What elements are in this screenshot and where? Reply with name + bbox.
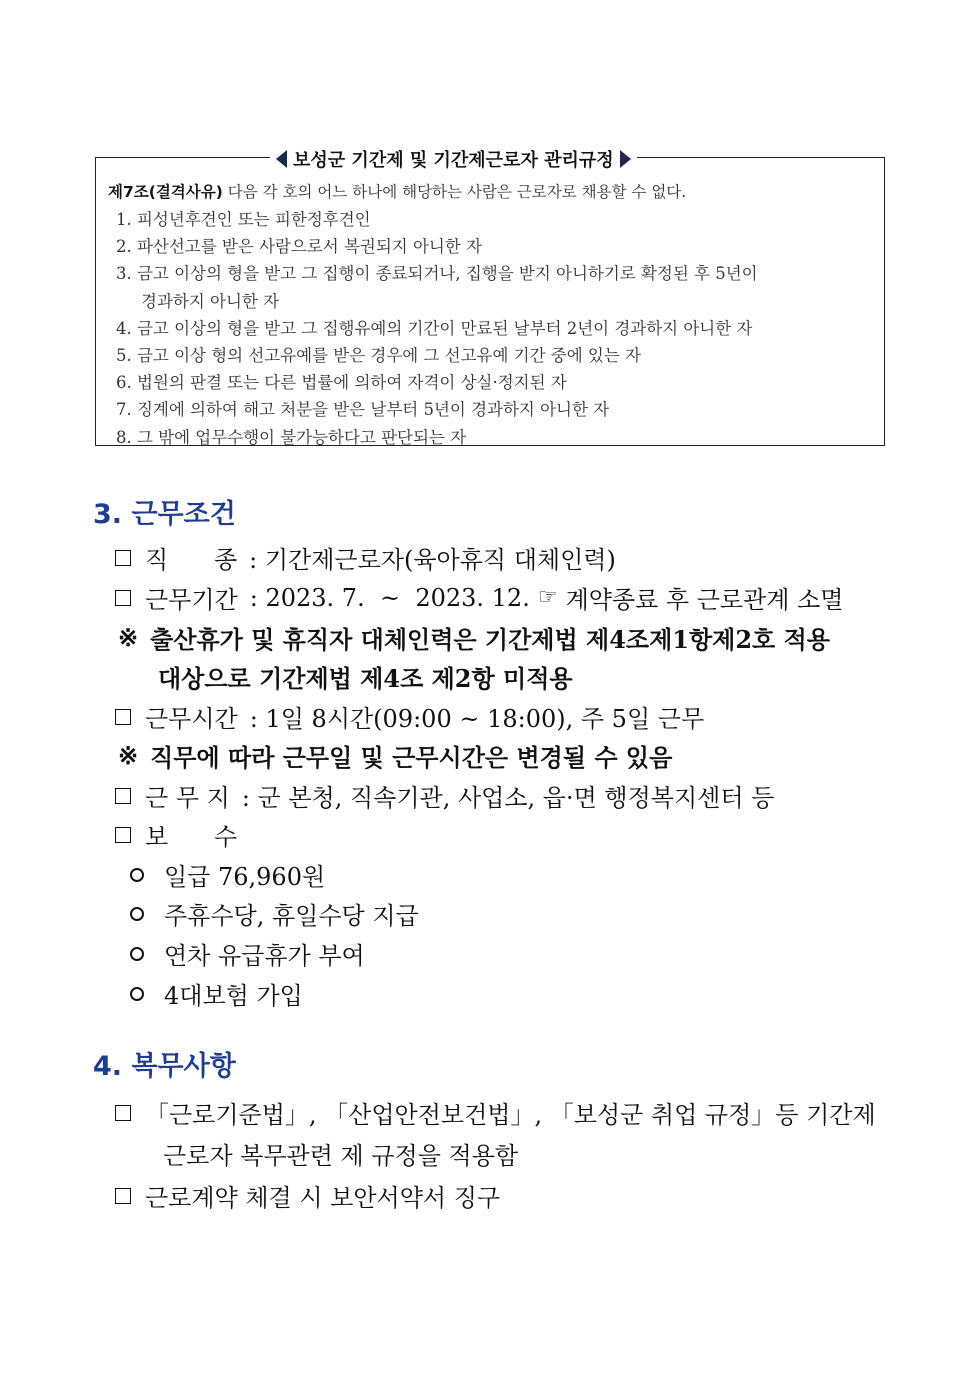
reference-mark: ※ [118,741,139,770]
section-4-title: 4. 복무사항 [93,1051,236,1082]
duty-row-1 [115,1095,876,1130]
circle-bullet-icon [130,987,144,1001]
pay-item [130,896,419,931]
checkbox-icon [115,1105,131,1121]
note-row-1 [118,620,830,655]
checkbox-icon [115,709,131,725]
duty-row-2 [115,1178,500,1213]
list-item-text: 3. 금고 이상의 형을 받고 그 집행이 종료되거나, 집행을 받지 아니하기로 확정된 후 5년이 [116,264,758,284]
regulation-title-text: 보성군 기간제 및 기간제근로자 관리규정 [293,150,614,171]
job-type-value: : 기간제근로자(육아휴직 대체인력) [249,546,616,574]
pay-item-text: 주휴수당, 휴일수당 지급 [164,902,419,930]
duty-1-line1: 「근로기준법」, 「산업안전보건법」, 「보성군 취업 규정」등 기간제 [145,1101,876,1129]
regulation-title [270,146,637,172]
job-type-row [115,540,616,575]
checkbox-icon [115,827,131,843]
article-heading: 제7조(결격사유) [108,183,223,201]
article-text: 다음 각 호의 어느 하나에 해당하는 사람은 근로자로 채용할 수 없다. [222,183,687,201]
pointing-hand-icon: ☞ [537,585,558,610]
list-item: 8. 그 밖에 업무수행이 불가능하다고 판단되는 자 [116,427,467,447]
pay-item [130,857,325,892]
workplace-row [115,778,774,813]
circle-bullet-icon [130,907,144,921]
period-row [115,580,843,615]
section-3-title: 3. 근무조건 [93,499,236,530]
checkbox-icon [115,550,131,566]
hours-row [115,699,704,734]
list-item [116,260,758,314]
duty-row-1-continued [163,1136,518,1171]
pay-item [130,976,303,1011]
list-item-continuation: 경과하지 아니한 자 [141,291,280,311]
pay-item [130,936,365,971]
checkbox-icon [115,788,131,804]
triangle-left-icon [276,150,287,168]
checkbox-icon [115,590,131,606]
period-label: 근무기간 [145,586,238,614]
duty-1-line2: 근로자 복무관련 제 규정을 적용함 [163,1142,519,1170]
circle-bullet-icon [130,947,144,961]
note1-line1: 출산휴가 및 휴직자 대체인력은 기간제법 제4조제1항제2호 적용 [150,625,830,654]
reference-mark: ※ [118,623,139,652]
pay-item-text: 연차 유급휴가 부여 [164,942,365,970]
period-note: 계약종료 후 근로관계 소멸 [565,586,844,614]
hours-label: 근무시간 [145,705,238,733]
list-item: 2. 파산선고를 받은 사람으로서 복권되지 아니한 자 [116,237,482,257]
checkbox-icon [115,1188,131,1204]
note-row-1-continued [158,659,573,694]
regulation-article [108,180,686,202]
pay-row [115,817,237,852]
circle-bullet-icon [130,868,144,882]
pay-item-text: 4대보험 가입 [164,982,303,1010]
list-item: 6. 법원의 판결 또는 다른 법률에 의하여 자격이 상실·정지된 자 [116,373,567,393]
note2-text: 직무에 따라 근무일 및 근무시간은 변경될 수 있음 [150,743,673,772]
note-row-2 [118,738,672,773]
workplace-label: 근 무 지 [145,784,230,812]
period-value: : 2023. 7. ~ 2023. 12. [249,583,530,612]
job-type-label: 직 종 [145,546,238,574]
duty-2-text: 근로계약 체결 시 보안서약서 징구 [145,1184,501,1212]
workplace-value: : 군 본청, 직속기관, 사업소, 읍·면 행정복지센터 등 [241,784,775,812]
list-item: 4. 금고 이상의 형을 받고 그 집행유예의 기간이 만료된 날부터 2년이 경과하지 아니한 자 [116,318,753,338]
triangle-right-icon [620,150,631,168]
list-item: 7. 징계에 의하여 해고 처분을 받은 날부터 5년이 경과하지 아니한 자 [116,400,610,420]
list-item: 1. 피성년후견인 또는 피한정후견인 [116,210,371,229]
hours-value: : 1일 8시간(09:00 ~ 18:00), 주 5일 근무 [249,705,705,733]
pay-label: 보 수 [145,823,238,851]
pay-item-text: 일급 76,960원 [164,863,326,891]
list-item: 5. 금고 이상 형의 선고유예를 받은 경우에 그 선고유예 기간 중에 있는 자 [116,346,641,366]
disqualification-list [116,206,758,451]
note1-line2: 대상으로 기간제법 제4조 제2항 미적용 [158,664,573,693]
